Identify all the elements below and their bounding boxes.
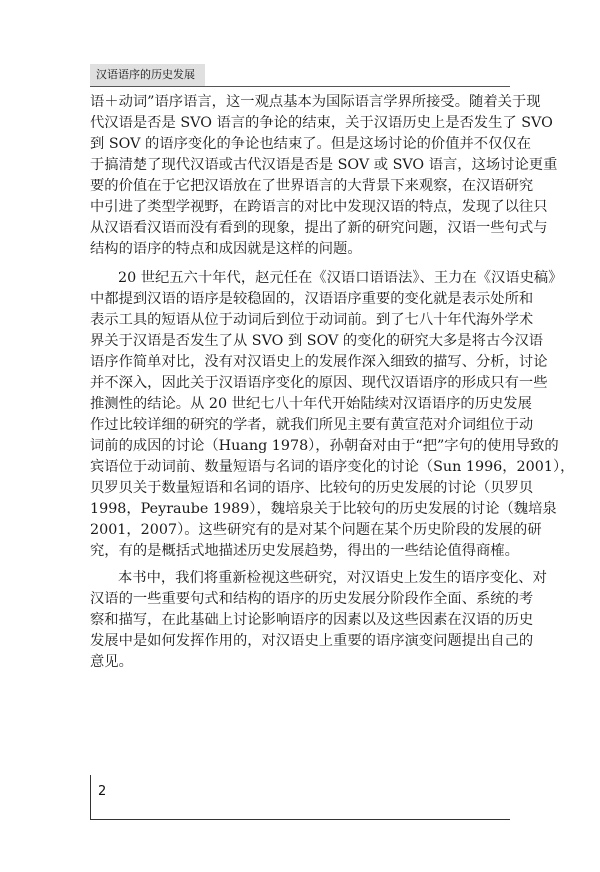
text-line: 于搞清楚了现代汉语或古代汉语是否是 SOV 或 SVO 语言，这场讨论更重 [90,157,558,173]
text-line: 1998，Peyraube 1989），魏培泉关于比较句的历史发展的讨论（魏培泉 [90,501,557,517]
page-number: 2 [98,784,107,799]
text-line: 作过比较详细的研究的学者，就我们所见主要有黄宣范对介词组位于动 [90,417,534,433]
text-line: 发展中是如何发挥作用的，对汉语史上重要的语序演变问题提出自己的 [90,633,534,649]
text-line: 究，有的是概括式地描述历史发展趋势，得出的一些结论值得商榷。 [90,543,519,559]
text-line: 代汉语是否是 SVO 语言的争论的结束，关于汉语历史上是否发生了 SVO [90,115,553,131]
text-line: 推测性的结论。从 20 世纪七八十年代开始陆续对汉语语序的历史发展 [90,396,532,412]
text-line: 2001，2007）。这些研究有的是对某个问题在某个历史阶段的发展的研 [90,522,542,538]
header-rule [90,86,510,87]
text-line: 要的价值在于它把汉语放在了世界语言的大背景下来观察，在汉语研究 [90,178,534,194]
text-line: 贝罗贝关于数量短语和名词的语序、比较句的历史发展的讨论（贝罗贝 [90,480,534,496]
text-line: 界关于汉语是否发生了从 SVO 到 SOV 的变化的研究大多是将古今汉语 [90,333,544,349]
text-line: 并不深入，因此关于汉语语序变化的原因、现代汉语语序的形成只有一些 [90,375,548,391]
text-line: 本书中，我们将重新检视这些研究，对汉语史上发生的语序变化、对 [118,570,547,586]
text-line: 表示工具的短语从位于动词后到位于动词前。到了七八十年代海外学术 [90,312,534,328]
running-header: 汉语语序的历史发展 [90,64,205,86]
text-line: 宾语位于动词前、数量短语与名词的语序变化的讨论（Sun 1996，2001）， [90,459,575,475]
text-line: 察和描写，在此基础上讨论影响语序的因素以及这些因素在汉语的历史 [90,612,534,628]
text-line: 到 SOV 的语序变化的争论也结束了。但是这场讨论的价值并不仅仅在 [90,136,531,152]
page-number-rule-horizontal [90,819,510,820]
page-number-rule-vertical [90,775,91,820]
text-line: 20 世纪五六十年代，赵元任在《汉语口语语法》、王力在《汉语史稿》 [118,270,563,286]
text-line: 意见。 [90,654,133,670]
text-line: 中都提到汉语的语序是较稳固的，汉语语序重要的变化就是表示处所和 [90,291,534,307]
text-line: 结构的语序的特点和成因就是这样的问题。 [90,241,362,257]
text-line: 语＋动词”语序语言，这一观点基本为国际语言学界所接受。随着关于现 [90,94,541,110]
text-line: 语序作简单对比，没有对汉语史上的发展作深入细致的描写、分析，讨论 [90,354,548,370]
text-line: 从汉语看汉语而没有看到的现象，提出了新的研究问题，汉语一些句式与 [90,220,548,236]
text-line: 词前的成因的讨论（Huang 1978），孙朝奋对由于“把”字句的使用导致的 [90,438,559,454]
text-line: 汉语的一些重要句式和结构的语序的历史发展分阶段作全面、系统的考 [90,591,534,607]
text-line: 中引进了类型学视野，在跨语言的对比中发现汉语的特点，发现了以往只 [90,199,548,215]
